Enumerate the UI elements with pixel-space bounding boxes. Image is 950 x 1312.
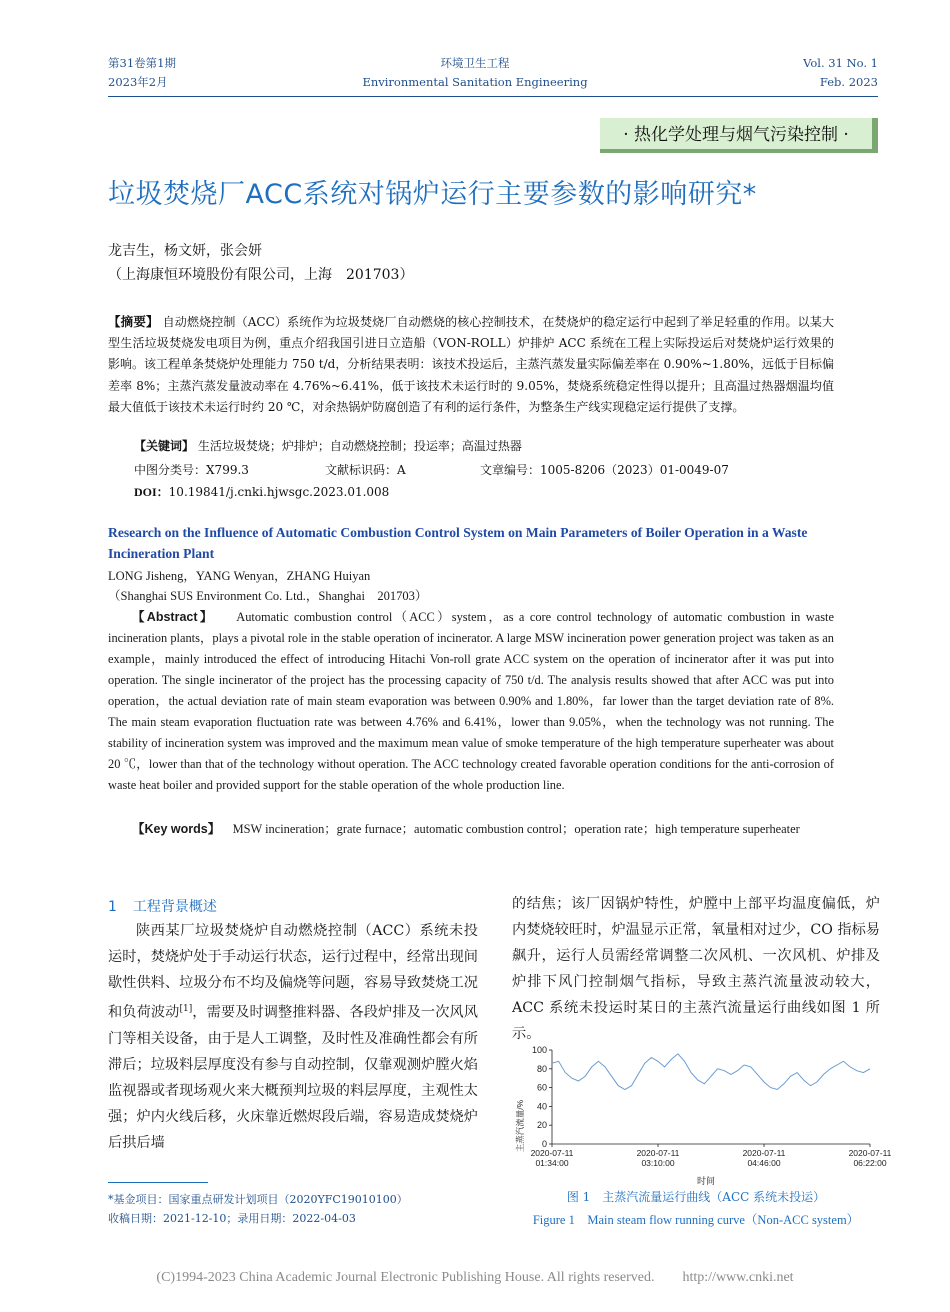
doc-code-label: 文献标识码：	[325, 463, 398, 477]
figure-caption-en: Figure 1 Main steam flow running curve（Non-ACC system）	[532, 1213, 860, 1227]
body-left-text-1: 陕西某厂垃圾焚烧炉自动燃烧控制（ACC）系统未投运时，焚烧炉处于手动运行状态，运行过程中，经常出现间歇性供料、垃圾分布不均及偏烧等问题，容易导致焚烧工况和负荷波动	[108, 923, 478, 1021]
body-left-text-2: ，需要及时调整推料器、各段炉排及一次风风门等相关设备，由于是人工调整，及时性及准确性都会有所滞后；垃圾料层厚度没有参与自动控制，仅靠观测炉膛火焰监视器或者现场观火来大概预判垃圾的料层厚度，主观性太强；炉内火线后移，火床靠近燃烬段后端，容易造成焚烧炉后拱后墙	[108, 1004, 478, 1151]
fund-note: *基金项目：国家重点研发计划项目（2020YFC19010100）	[108, 1193, 408, 1206]
volume-issue-cn: 第31卷第1期	[108, 56, 176, 70]
journal-name-cn: 环境卫生工程	[440, 56, 510, 70]
doc-code-value: A	[397, 463, 406, 477]
english-title: Research on the Influence of Automatic Combustion Control System on Main Parameters of Boiler Operation in a Waste Incineration Plant	[108, 525, 808, 561]
article-number-label: 文章编号：	[480, 463, 541, 477]
x-tick-date: 2020-07-11	[530, 1148, 574, 1158]
chart-x-label: 时间	[696, 1176, 716, 1186]
keywords-cn	[134, 437, 522, 454]
article-number-value: 1005-8206（2023）01-0049-07	[540, 463, 729, 477]
clc-number	[134, 461, 249, 478]
english-keywords-text: MSW incineration；grate furnace；automatic combustion control；operation rate；high temperature superheater	[232, 822, 800, 836]
section-title: 工程背景概述	[132, 899, 217, 915]
journal-issue-en	[803, 54, 878, 92]
english-abstract-text: Automatic combustion control（ACC）system，as a core control technology of automatic combustion in waste incineration plants，plays a pivotal role in the stable operation of incinerator. A large MSW incineration power generation project was taken as an example，mainly introduced the effect of introducing Hitachi Von-roll grate ACC system on the operation of incinerator after it was put into operation. The single incinerator of the project has the processing capacity of 750 t/d. The analysis results showed that after ACC was put into operation，the actual deviation rate of main steam evaporation was between 0.90% and 1.80%，far lower than the target deviation rate of 8%. The main steam evaporation fluctuation rate was between 4.76% and 6.41%，lower than 9.05%，when the technology was not running. The stability of incineration system was improved and the maximum mean value of smoke temperature of the high temperature superheater was about 20 ℃，lower than that of the technology without operation. The ACC technology created favorable operation conditions for the anti-corrosion of waste heat boiler and provided support for the stable operation of the whole production line.	[108, 610, 834, 792]
keywords-cn-label: 【关键词】	[134, 439, 195, 453]
body-right-column: 的结焦；该厂因锅炉特性，炉膛中上部平均温度偏低，炉内焚烧较旺时，炉温显示正常，氧量相对过少，CO 指标易飙升，运行人员需经常调整二次风机、一次风机、炉排及炉排下风门控制烟气指标，导致主蒸汽流量波动较大，ACC 系统未投运时某日的主蒸汽流量运行曲线如图 1 所示。	[512, 896, 880, 1042]
y-tick-label: 100	[531, 1045, 547, 1055]
chart-y-label: 主蒸汽流量/%	[515, 1099, 525, 1153]
volume-issue-en: Vol. 31 No. 1	[803, 56, 878, 70]
affiliation: （上海康恒环境股份有限公司，上海 201703）	[108, 267, 414, 283]
section-number: 1	[108, 899, 117, 915]
x-tick-time: 04:46:00	[747, 1158, 781, 1168]
clc-value: X799.3	[206, 463, 249, 477]
chart-y-ticks	[532, 1045, 552, 1149]
x-tick-time: 01:34:00	[535, 1158, 569, 1168]
english-authors: LONG Jisheng，YANG Wenyan，ZHANG Huiyan	[108, 569, 371, 583]
doi	[134, 483, 389, 500]
x-tick-time: 06:22:00	[853, 1158, 887, 1168]
doi-value: 10.19841/j.cnki.hjwsgc.2023.01.008	[168, 485, 390, 499]
section-heading	[108, 896, 217, 916]
journal-name-en: Environmental Sanitation Engineering	[362, 75, 588, 89]
steam-flow-chart	[510, 1044, 892, 1186]
clc-label: 中图分类号：	[134, 463, 207, 477]
article-number	[480, 461, 729, 478]
y-tick-label: 40	[536, 1101, 547, 1112]
abstract-cn-text: 自动燃烧控制（ACC）系统作为垃圾焚烧厂自动燃烧的核心控制技术，在焚烧炉的稳定运行中起到了举足轻重的作用。以某大型生活垃圾焚烧发电项目为例，重点介绍我国引进日立造船（VON-ROLL）炉排炉 ACC 系统在工程上实际投运后对焚烧炉运行效果的影响。该工程单条焚烧炉处理能力 750 t/d，分析结果表明：该技术投运后，主蒸汽蒸发量实际偏差率在 0.90%~1.80%，远低于目标偏差率 8%；主蒸汽蒸发量波动率在 4.76%~6.41%，低于该技术未运行时的 9.05%，焚烧系统稳定性得以提升；且高温过热器烟温均值最大值低于该技术未运行时约 20 ℃，对余热锅炉防腐创造了有利的运行条件，为整条生产线实现稳定运行提供了支撑。	[108, 315, 834, 414]
series-line	[552, 1054, 870, 1090]
chart-series	[552, 1054, 870, 1090]
citation-ref[interactable]: [1]	[179, 1004, 193, 1014]
y-tick-label: 20	[536, 1120, 547, 1131]
abstract-cn	[108, 311, 834, 418]
body-left-column	[108, 918, 478, 1156]
x-tick-date: 2020-07-11	[636, 1148, 680, 1158]
keywords-cn-text: 生活垃圾焚烧；炉排炉；自动燃烧控制；投运率；高温过热器	[197, 439, 522, 453]
english-abstract-label: 【Abstract】	[132, 610, 215, 624]
date-note: 收稿日期：2021-12-10；录用日期：2022-04-03	[108, 1212, 356, 1225]
x-tick-date: 2020-07-11	[742, 1148, 786, 1158]
x-tick-date: 2020-07-11	[848, 1148, 892, 1158]
y-tick-label: 80	[536, 1063, 547, 1074]
document-code	[325, 461, 406, 478]
abstract-cn-label: 【摘要】	[108, 314, 159, 329]
header-divider	[108, 96, 878, 97]
section-tag: · 热化学处理与烟气污染控制 ·	[600, 118, 878, 153]
date-en: Feb. 2023	[819, 75, 878, 89]
y-tick-label: 60	[536, 1082, 547, 1093]
y-tick-label: 0	[541, 1139, 547, 1149]
date-cn: 2023年2月	[108, 75, 168, 89]
english-keywords-label: 【Key words】	[132, 822, 221, 836]
doi-label: DOI：	[134, 485, 169, 499]
copyright-notice: (C)1994-2023 China Academic Journal Electronic Publishing House. All rights reserved. http://www.cnki.net	[156, 1270, 794, 1285]
english-abstract	[108, 607, 834, 796]
authors: 龙吉生，杨文妍，张会妍	[108, 243, 262, 259]
footnote	[108, 1190, 408, 1228]
x-tick-time: 03:10:00	[641, 1158, 675, 1168]
chart-axes	[552, 1050, 870, 1144]
paper-title: 垃圾焚烧厂ACC系统对锅炉运行主要参数的影响研究*	[108, 179, 757, 210]
chart-x-ticks	[531, 1144, 892, 1168]
figure-caption-cn: 图 1 主蒸汽流量运行曲线（ACC 系统未投运）	[566, 1190, 826, 1204]
english-affiliation: （Shanghai SUS Environment Co. Ltd.，Shanghai 201703）	[108, 589, 428, 603]
footnote-divider	[108, 1182, 208, 1183]
english-keywords	[108, 819, 834, 840]
